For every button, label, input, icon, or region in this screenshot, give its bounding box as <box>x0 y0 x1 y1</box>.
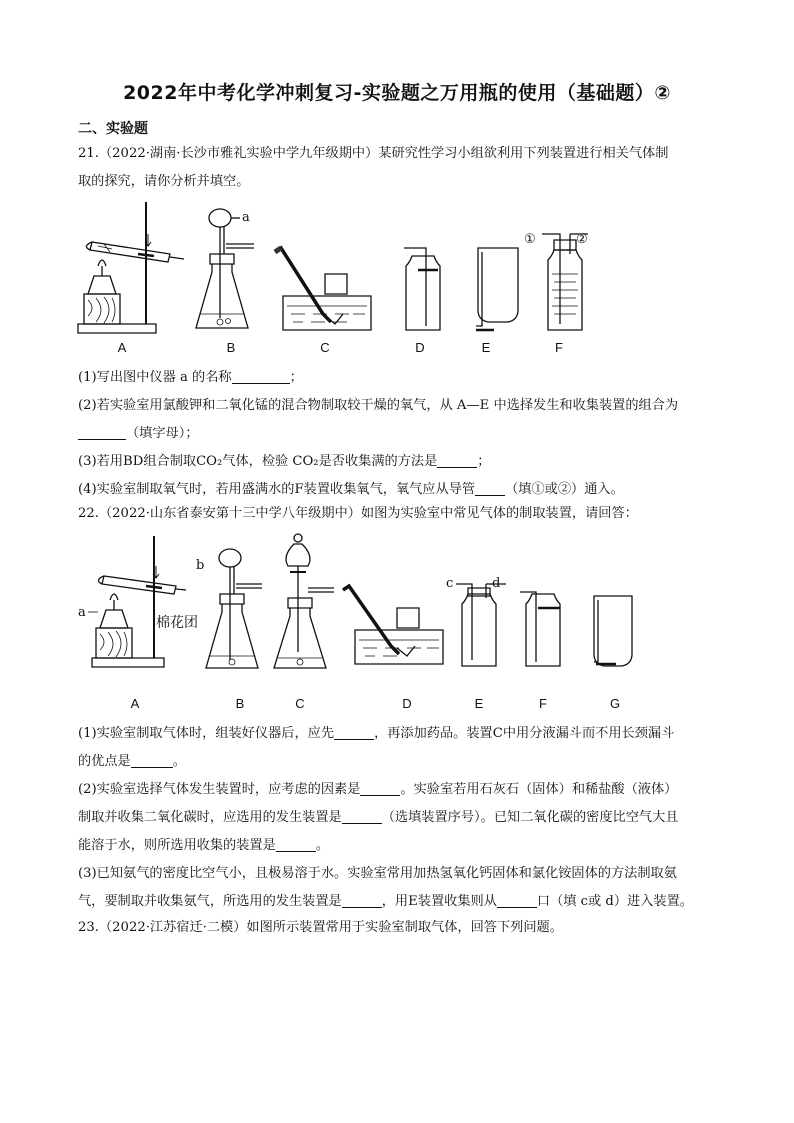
answer-blank[interactable] <box>497 893 537 908</box>
apparatus-a <box>78 202 184 333</box>
q22-subquestions <box>78 720 718 916</box>
q21-mark-a: a <box>242 210 250 225</box>
q22-label-d: D <box>402 696 412 711</box>
apparatus-c <box>275 248 371 330</box>
q21-label-f: F <box>555 340 563 355</box>
answer-blank[interactable] <box>276 837 316 852</box>
section-heading: 二、实验题 <box>78 121 148 137</box>
apparatus-f <box>520 592 560 666</box>
q22-s3-cont: 气，要制取并收集氨气，所选用的发生装置是 ，用E装置收集则从 口（填 c或 d）进入装置。 <box>78 894 693 909</box>
q21-label-e: E <box>481 340 491 355</box>
q21-s3: (3)若用BD组合制取CO₂气体，检验 CO₂是否收集满的方法是 ； <box>78 454 491 469</box>
q21-label-a: A <box>117 340 127 355</box>
apparatus-e <box>476 248 518 330</box>
answer-blank[interactable] <box>334 725 374 740</box>
q22-s2: (2)实验室选择气体发生装置时，应考虑的因素是 。实验室若用石灰石（固体）和稀盐酸（液体） <box>78 782 678 797</box>
q21-s1: (1)写出图中仪器 a 的名称 ； <box>78 370 303 385</box>
q22-s3: (3)已知氨气的密度比空气小，且极易溶于水。实验室常用加热氢氧化钙固体和氯化铵固体的方法制取氨 <box>78 866 677 881</box>
q21-label-d: D <box>415 340 425 355</box>
q21-subquestions <box>78 364 718 504</box>
answer-blank[interactable] <box>475 481 505 496</box>
q22-label-f: F <box>539 696 547 711</box>
q21-intro-line2: 取的探究，请你分析并填空。 <box>78 174 250 189</box>
q21-s4: (4)实验室制取氧气时，若用盛满水的F装置收集氧气，氧气应从导管 （填①或②）通入。 <box>78 482 624 497</box>
q21-mark-1: ① <box>524 232 536 247</box>
q23-intro: 23.（2022·江苏宿迁·二模）如图所示装置常用于实验室制取气体，回答下列问题。 <box>78 920 563 935</box>
page-title: 2022年中考化学冲刺复习-实验题之万用瓶的使用（基础题）② <box>123 82 671 104</box>
q22-s1: (1)实验室制取气体时，组装好仪器后，应先 ，再添加药品。装置C中用分液漏斗而不用长颈漏斗 <box>78 726 675 741</box>
q21-intro <box>78 140 718 196</box>
q21-s2-cont: （填字母）； <box>78 420 718 448</box>
apparatus-b <box>196 209 254 328</box>
q22-s1-cont: 的优点是 。 <box>78 754 186 769</box>
q21-label-c: C <box>320 340 330 355</box>
q21-intro-line1: 21.（2022·湖南·长沙市雅礼实验中学九年级期中）某研究性学习小组欲利用下列装置进行相关气体制 <box>78 146 669 161</box>
answer-blank[interactable] <box>342 809 382 824</box>
q22-mark-a: a <box>78 605 86 620</box>
q21-apparatus-figure <box>78 200 638 360</box>
apparatus-f <box>542 234 588 330</box>
apparatus-a <box>88 536 186 667</box>
q22-s2-cont: 制取并收集二氧化碳时，应选用的发生装置是 （选填装置序号）。已知二氧化碳的密度比空气大且 <box>78 810 679 825</box>
answer-blank[interactable] <box>342 893 382 908</box>
q21-label-b: B <box>226 340 236 355</box>
apparatus-c <box>274 534 334 668</box>
answer-blank[interactable] <box>78 425 126 440</box>
apparatus-d <box>343 586 443 664</box>
answer-blank[interactable] <box>232 369 290 384</box>
q22-label-b: B <box>235 696 245 711</box>
q22-mark-b: b <box>196 558 205 573</box>
answer-blank[interactable] <box>437 453 477 468</box>
apparatus-b <box>206 549 262 668</box>
cotton-label: 棉花团 <box>156 615 198 631</box>
q22-label-c: C <box>295 696 305 711</box>
q22-mark-c: c <box>446 576 454 591</box>
apparatus-d <box>404 248 440 330</box>
q22-label-e: E <box>474 696 484 711</box>
apparatus-g <box>594 596 632 666</box>
q22-mark-d: d <box>492 576 501 591</box>
q22-intro: 22.（2022·山东省泰安第十三中学八年级期中）如图为实验室中常见气体的制取装置，请回答： <box>78 506 638 521</box>
q22-label-a: A <box>130 696 140 711</box>
q22-label-g: G <box>609 696 621 711</box>
answer-blank[interactable] <box>360 781 400 796</box>
apparatus-e <box>456 584 506 666</box>
q21-s2: (2)若实验室用氯酸钾和二氧化锰的混合物制取较干燥的氧气，从 A—E 中选择发生和收集装置的组合为 <box>78 398 679 413</box>
answer-blank[interactable] <box>131 753 173 768</box>
q22-s2-cont2: 能溶于水，则所选用收集的装置是 。 <box>78 838 329 853</box>
q21-mark-2: ② <box>576 232 588 247</box>
